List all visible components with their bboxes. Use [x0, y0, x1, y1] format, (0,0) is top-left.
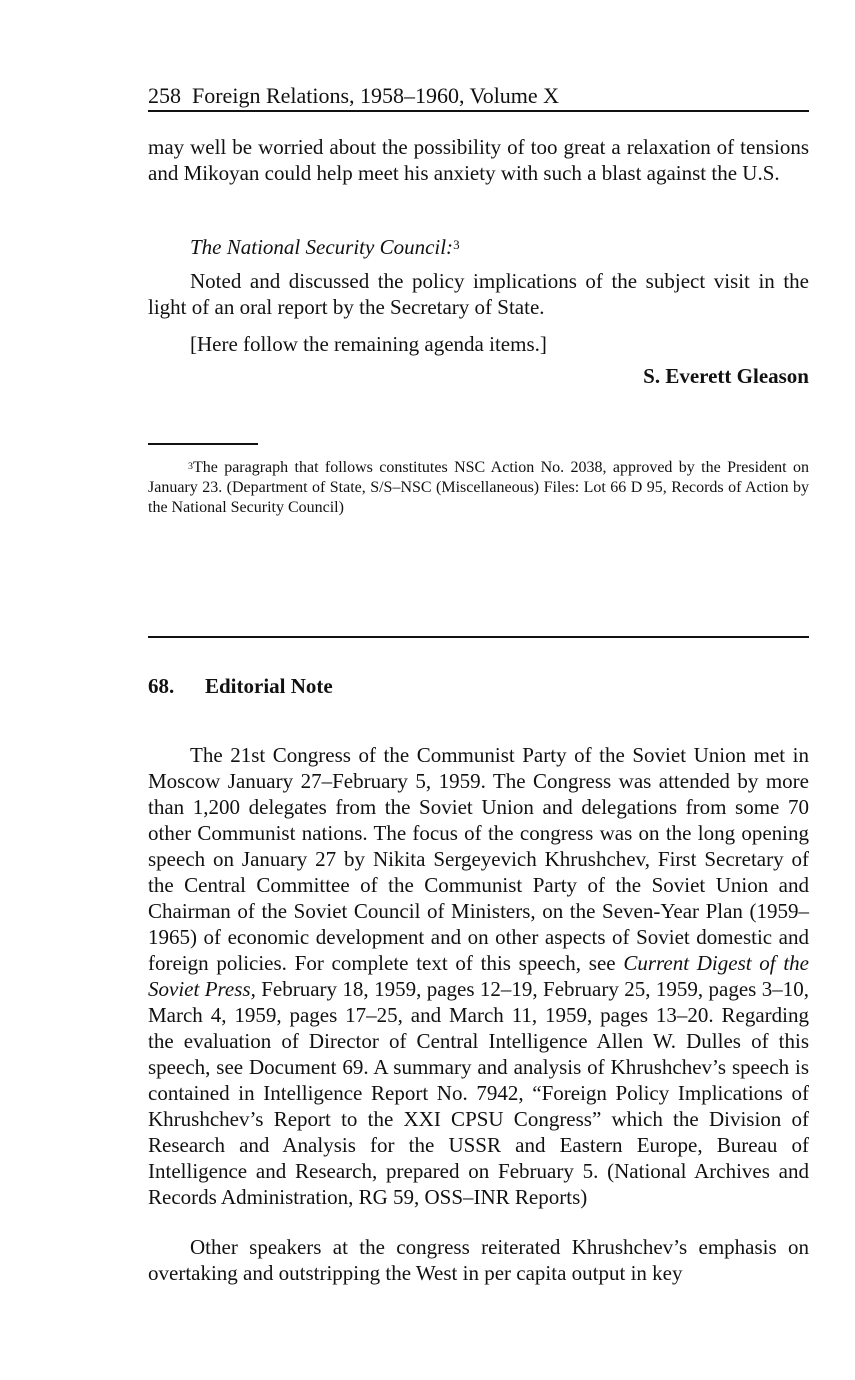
- footnote-3: [148, 458, 809, 518]
- p1-text-a: The 21st Congress of the Communist Party of the Soviet Union met in Moscow January 27–February 5, 1959. The Congress was attended by more than 1,200 delegates from the Soviet Union and delegations from some 70 other Communist nations. The focus of the congress was on the long opening speech on January 27 by Nikita Sergeyevich Khrushchev, First Secretary of the Central Committee of the Communist Party of the Soviet Union and Chairman of the Soviet Council of Ministers, on the Seven-Year Plan (1959–1965) of economic development and on other aspects of Soviet domestic and foreign policies. For complete text of this speech, see: [148, 743, 809, 975]
- p1-publication-title: Current Digest of the Soviet Press,: [148, 951, 810, 1001]
- editorial-paragraph-2: [148, 1234, 809, 1286]
- footnote-ref-3: 3: [453, 237, 460, 253]
- continuation-paragraph: may well be worried about the possibility of too great a relaxation of tensions and Mikoyan could help meet his anxiety with such a blast against the U.S.: [148, 135, 809, 185]
- section-title: Editorial Note: [205, 674, 333, 698]
- council-label-text: The National Security Council:: [190, 235, 454, 259]
- page-number: 258: [148, 83, 181, 108]
- volume-title: Foreign Relations, 1958–1960, Volume X: [192, 83, 560, 108]
- noted-text: Noted and discussed the policy implications of the subject visit in the light of an oral report by the Secretary of State.: [148, 269, 809, 319]
- header-divider: [148, 110, 809, 112]
- bracket-text: [Here follow the remaining agenda items.]: [190, 332, 547, 356]
- footnote-marker: 3: [188, 460, 193, 472]
- editorial-paragraph-1: [148, 742, 809, 1210]
- running-header: [148, 82, 809, 110]
- council-label: [148, 234, 809, 260]
- section-heading: [148, 673, 333, 699]
- footnote-text: The paragraph that follows constitutes NSC Action No. 2038, approved by the President on January 23. (Department of State, S/S–NSC (Miscellaneous) Files: Lot 66 D 95, Records of Action by the National Security Council): [148, 459, 809, 516]
- p1-text-b: February 18, 1959, pages 12–19, February 25, 1959, pages 3–10, March 4, 1959, pages 17–25, and March 11, 1959, pages 13–20. Regarding the evaluation of Director of Central Intelligence Allen W. Dulles of this speech, see Document 69. A summary and analysis of Khrushchev’s speech is contained in Intelligence Report No. 7942, “Foreign Policy Implications of Khrushchev’s Report to the XXI CPSU Congress” which the Division of Research and Analysis for the USSR and Eastern Europe, Bureau of Intelligence and Research, prepared on February 5. (National Archives and Records Administration, RG 59, OSS–INR Reports): [148, 977, 809, 1209]
- p2-text: Other speakers at the congress reiterated Khrushchev’s emphasis on overtaking and outstripping the West in per capita output in key: [148, 1235, 809, 1285]
- section-divider: [148, 636, 809, 638]
- footnote-divider: [148, 443, 258, 445]
- bracket-note: [148, 331, 809, 357]
- section-number: 68.: [148, 674, 175, 698]
- noted-paragraph: [148, 268, 809, 320]
- signature: S. Everett Gleason: [643, 364, 809, 388]
